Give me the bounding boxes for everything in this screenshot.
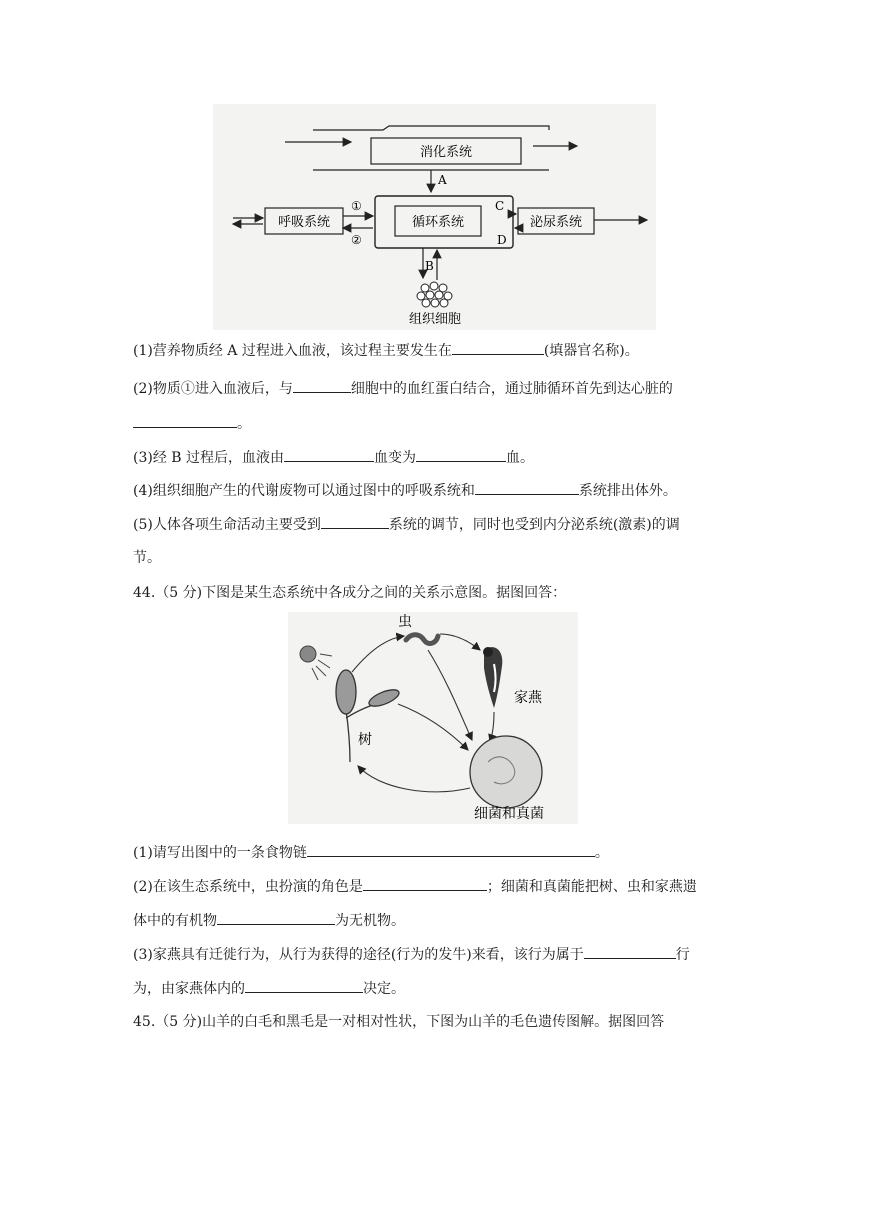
digestive-system-label: 消化系统 — [419, 145, 473, 160]
swallow-icon — [483, 647, 502, 708]
label-a: A — [438, 173, 447, 187]
q43-part-5 — [133, 514, 680, 535]
q44-part-1 — [133, 842, 609, 863]
q44-part-3-cont — [133, 978, 405, 999]
q44-p3-blank-1 — [584, 944, 676, 959]
respiratory-system-label: 呼吸系统 — [277, 215, 331, 230]
q44-p2-text: (2)在该生态系统中，虫扮演的角色是 — [133, 879, 363, 895]
tree-to-decomposer-arrow — [398, 704, 468, 750]
label-1: ① — [351, 199, 362, 213]
q43-p4-text: (4)组织细胞产生的代谢废物可以通过图中的呼吸系统和 — [133, 483, 475, 499]
q43-p1-text: (1)营养物质经 A 过程进入血液，该过程主要发生在 — [133, 343, 452, 359]
q44-p2-text-3: 体中的有机物 — [133, 913, 217, 929]
q45-title-text: 45.（5 分)山羊的白毛和黑毛是一对相对性状，下图为山羊的毛色遗传图解。据图回答 — [133, 1014, 665, 1030]
q44-part-3 — [133, 944, 690, 965]
sun-icon — [300, 646, 332, 680]
body-systems-svg — [213, 104, 656, 330]
q44-p3-end: 决定。 — [363, 981, 405, 997]
tree-to-insect-arrow — [352, 636, 404, 672]
q43-p2-text-2: 细胞中的血红蛋白结合，通过肺循环首先到达心脏的 — [350, 381, 673, 397]
decomposer-label: 细菌和真菌 — [474, 806, 544, 822]
q43-p5-blank — [321, 514, 389, 529]
q43-p2-blank-2 — [133, 413, 237, 428]
decomposer-icon — [470, 736, 542, 808]
q43-p3-end: 血。 — [506, 450, 535, 466]
insect-to-swallow-arrow — [440, 634, 480, 650]
q44-p2-text-2: ；细菌和真菌能把树、虫和家燕遗 — [486, 879, 697, 895]
q43-p1-blank — [452, 340, 544, 355]
q43-p4-end: 系统排出体外。 — [578, 483, 677, 499]
q43-part-4 — [133, 480, 677, 501]
digestive-top-line — [313, 126, 549, 130]
tree-label: 树 — [358, 732, 372, 748]
q43-p5-end: 节。 — [133, 550, 161, 566]
insect-to-decomposer-arrow — [428, 650, 472, 740]
q43-p5-text-2: 系统的调节，同时也受到内分泌系统(激素)的调 — [388, 517, 680, 533]
q43-part-1 — [133, 340, 639, 361]
ecosystem-diagram — [288, 612, 578, 824]
q43-part-3 — [133, 447, 534, 468]
q43-p3-text: (3)经 B 过程后，血液由 — [133, 450, 285, 466]
swallow-label: 家燕 — [514, 690, 542, 706]
q44-p3-text-2: 行 — [675, 947, 690, 963]
q43-part-5-cont — [133, 548, 161, 568]
tree-icon — [336, 670, 401, 762]
q44-p1-text: (1)请写出图中的一条食物链 — [133, 845, 307, 861]
q44-p3-text: (3)家燕具有迁徙行为，从行为获得的途径(行为的发牛)来看，该行为属于 — [133, 947, 584, 963]
circulatory-system-label: 循环系统 — [411, 215, 465, 230]
q44-part-2 — [133, 876, 697, 897]
decomposer-to-tree-arrow — [358, 766, 470, 792]
q43-p1-suffix: (填器官名称)。 — [543, 343, 639, 359]
q43-p5-text: (5)人体各项生命活动主要受到 — [133, 517, 321, 533]
q44-p2-blank-1 — [363, 876, 487, 891]
label-2: ② — [351, 233, 362, 247]
label-c: C — [495, 199, 505, 213]
q44-p1-end: 。 — [594, 845, 609, 861]
q44-p2-end: 为无机物。 — [335, 913, 405, 929]
q44-p3-text-3: 为，由家燕体内的 — [133, 981, 245, 997]
urinary-system-label: 泌尿系统 — [529, 215, 583, 230]
q43-p2-end: 。 — [237, 416, 251, 432]
q43-part-2 — [133, 378, 673, 399]
q44-p3-blank-2 — [245, 978, 363, 993]
insect-label: 虫 — [398, 614, 412, 630]
q43-p3-blank-1 — [284, 447, 374, 462]
q44-p1-blank — [307, 842, 595, 857]
q43-p2-blank-1 — [293, 378, 351, 393]
q45-title — [133, 1012, 664, 1032]
label-b: B — [425, 259, 434, 273]
q44-p2-blank-2 — [217, 910, 335, 925]
tissue-cells-icon — [417, 282, 452, 307]
q43-p2-text: (2)物质①进入血液后，与 — [133, 381, 293, 397]
body-systems-diagram — [213, 104, 656, 330]
q43-p4-blank — [475, 480, 579, 495]
q44-part-2-cont — [133, 910, 405, 931]
q44-title-text: 44.（5 分)下图是某生态系统中各成分之间的关系示意图。据图回答： — [133, 585, 567, 601]
tissue-cells-label: 组织细胞 — [408, 312, 462, 327]
q43-p3-text-2: 血变为 — [374, 450, 417, 466]
ecosystem-svg — [288, 612, 578, 824]
label-d: D — [497, 233, 507, 247]
insect-icon — [406, 635, 438, 644]
swallow-to-decomposer-arrow — [490, 712, 494, 742]
q43-part-2-cont — [133, 413, 251, 434]
q43-p3-blank-2 — [416, 447, 506, 462]
q44-title — [133, 583, 566, 603]
